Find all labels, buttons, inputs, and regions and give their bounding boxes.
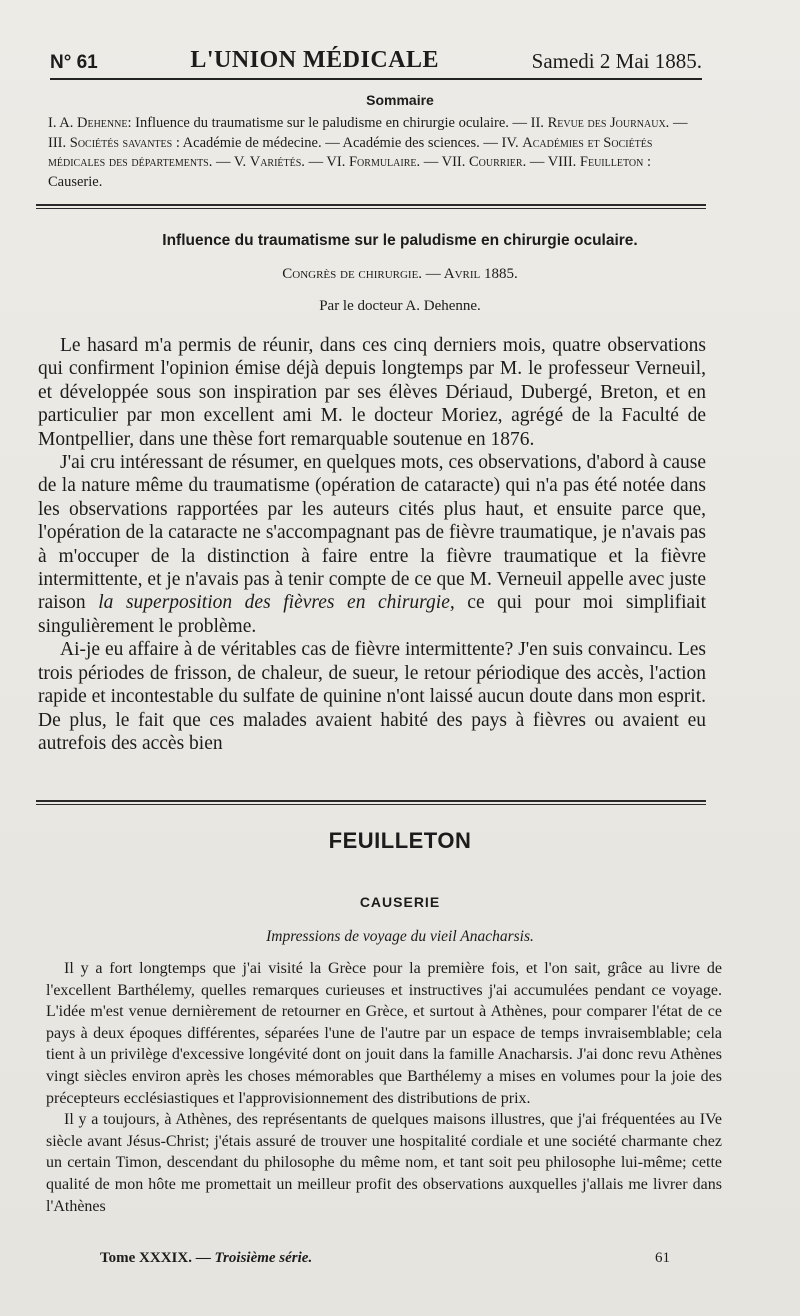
sommaire-revue: Revue des Journaux. bbox=[547, 115, 670, 131]
sommaire-text: — VIII. bbox=[526, 154, 580, 170]
masthead bbox=[50, 40, 702, 80]
sommaire-text: I. A. bbox=[48, 115, 77, 131]
feuilleton-section: CAUSERIE bbox=[359, 894, 441, 910]
sommaire-contents bbox=[48, 114, 708, 192]
sommaire-text: — VI. bbox=[304, 154, 349, 170]
feuilleton-paragraph: Il y a fort longtemps que j'ai visité la Grèce pour la première fois, et l'on sait, grâce au livre de l'excellent Barthélemy, quelles remarques curieuses et instructives j'ai accumulées pendant ce voyage. L'idée m'est venue dernièrement de retourner en Grèce, et surtout à Athènes, pour comparer l'état de ce pays à deux époques différentes, séparées l'une de l'autre par un espace de temps invraisemblable; cela tient à un privilège d'excessive longévité dont on jouit dans la famille Anacharsis. J'ai donc revu Athènes vingt siècles environ après les choses mémorables que Barthélemy a mises en volumes pour la joie des précepteurs ecclésiastiques et l'approvisionnement des distributions de prix. bbox=[46, 960, 722, 1107]
sommaire-author: Dehenne bbox=[77, 115, 128, 131]
sommaire-text: — V. bbox=[212, 154, 250, 170]
series-label: Troisième série. bbox=[214, 1250, 313, 1266]
sommaire-societes: Sociétés savantes bbox=[69, 134, 173, 151]
feuilleton-paragraph: Il y a toujours, à Athènes, des représentants de quelques maisons illustres, que j'ai fréquentées au IVe siècle avant Jésus-Christ; j'étais assuré de trouver une hospitalité cordiale et une société charmante chez un certain Timon, descendant du philosophe du même nom, et tant soit peu philosophe lui-même; cette qualité de mon hôte me promettait un meilleur profit des observations auxquelles j'allais me livrer dans l'Athènes bbox=[46, 1111, 722, 1215]
paragraph-text: ce qui pour moi simplifiait singulièrement le problème. bbox=[38, 592, 707, 637]
sommaire-text: : Académie de médecine. — Académie des sciences. — IV. bbox=[172, 134, 523, 151]
emphasis-text: la superposition des fièvres en chirurgie, bbox=[98, 592, 455, 614]
tome-number: Tome XXXIX. — bbox=[100, 1250, 215, 1266]
sommaire-varietes: Variétés. bbox=[249, 154, 305, 170]
sommaire-feuilleton: Feuilleton bbox=[579, 154, 644, 170]
article-paragraph: Ai-je eu affaire à de véritables cas de fièvre intermittente? J'en suis convaincu. Les trois périodes de frisson, de chaleur, de sueur, le retour périodique des accès, l'action rapide et incontestable du sulfate de quinine n'ont laissé aucun doute dans mon esprit. De plus, le fait que ces malades avaient habité des pays à fièvres ou avaient eu autrefois des accès bien bbox=[38, 639, 706, 754]
section-divider bbox=[36, 204, 706, 209]
tome-label bbox=[100, 1250, 312, 1267]
article-subtitle: Congrès de chirurgie. — Avril 1885. bbox=[282, 266, 518, 282]
feuilleton-subtitle: Impressions de voyage du vieil Anacharsis. bbox=[266, 928, 534, 945]
issue-date: Samedi 2 Mai 1885. bbox=[531, 49, 702, 73]
sommaire-courrier: Courrier. bbox=[469, 154, 527, 170]
sommaire-academies: Académies et Sociétés médicales des départements. bbox=[48, 134, 653, 170]
feuilleton-divider bbox=[36, 800, 706, 805]
sommaire-text: : Causerie. bbox=[48, 154, 651, 190]
sommaire-heading: Sommaire bbox=[366, 92, 434, 108]
feuilleton-body bbox=[46, 958, 722, 1217]
page-footer bbox=[100, 1250, 670, 1267]
sommaire-text: — VII. bbox=[420, 154, 469, 170]
paragraph-text: J'ai cru intéressant de résumer, en quelques mots, ces observations, d'abord à cause de la nature même du traumatisme (opération de cataracte) qui n'a pas été notée dans les observations rapportées par les auteurs cités plus haut, et ensuite parce que, l'opération de la cataracte ne s'accompagnant pas de fièvre traumatique, je n'avais pas à m'occuper de la distinction à faire entre la fièvre traumatique et la fièvre intermittente, et je n'avais pas à tenir compte de ce que M. Verneuil appelle avec juste raison bbox=[38, 452, 706, 614]
article-paragraph: Le hasard m'a permis de réunir, dans ces cinq derniers mois, quatre observations qui confirment l'opinion émise déjà depuis longtemps par M. le professeur Verneuil, et développée sous son inspiration par ses élèves Dériaud, Dubergé, Breton, et en particulier par mon excellent ami M. le docteur Moriez, agrégé de la Faculté de Montpellier, dans une thèse fort remarquable soutenue en 1876. bbox=[38, 335, 706, 450]
page-number: 61 bbox=[655, 1250, 670, 1266]
issue-number: N° 61 bbox=[50, 52, 98, 73]
sommaire-formulaire: Formulaire. bbox=[348, 154, 421, 170]
sommaire-text: — III. bbox=[48, 115, 688, 151]
article-title: Influence du traumatisme sur le paludisme en chirurgie oculaire. bbox=[162, 232, 638, 249]
feuilleton-title: FEUILLETON bbox=[328, 828, 472, 853]
article-body bbox=[38, 334, 706, 755]
article-author: Par le docteur A. Dehenne. bbox=[319, 298, 481, 314]
journal-title: L'UNION MÉDICALE bbox=[190, 47, 440, 73]
article-paragraph bbox=[38, 451, 706, 638]
sommaire-text: : Influence du traumatisme sur le paludisme en chirurgie oculaire. — II. bbox=[127, 115, 548, 131]
